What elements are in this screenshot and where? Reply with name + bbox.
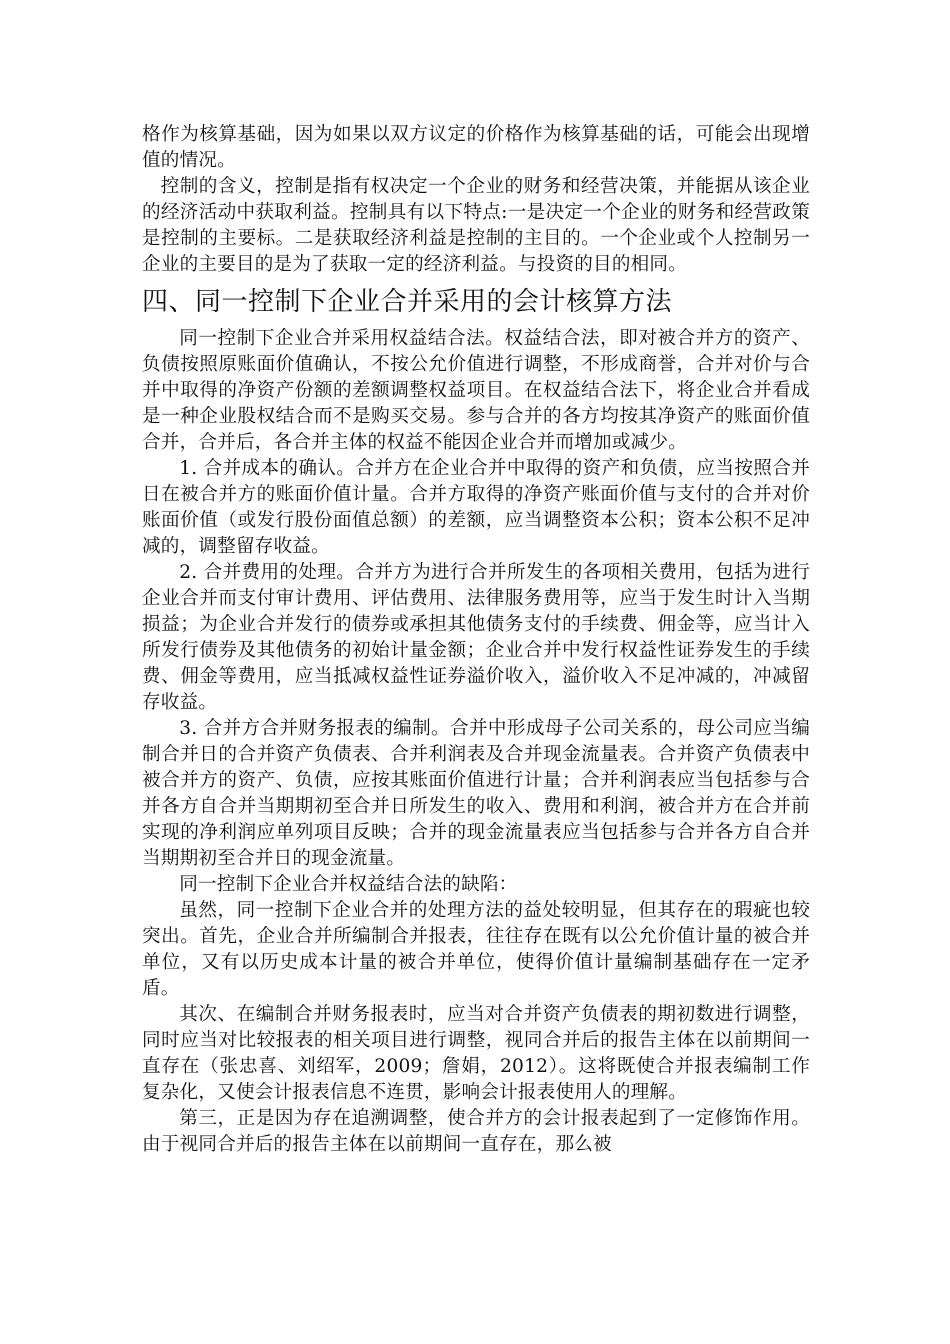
section-heading: 四、同一控制下企业合并采用的会计核算方法 bbox=[142, 287, 673, 317]
paragraph-defect-second: 其次、在编制合并财务报表时，应当对合并资产负债表的期初数进行调整，同时应当对比较报表的相关项目进行调整，视同合并后的报告主体在以前期间一直存在（张忠喜、刘绍军，2009；詹娟，2012）。这将既使合并报表编制工作复杂化，又使会计报表信息不连贯，影响会计报表使用人的理解。 bbox=[142, 1004, 810, 1103]
paragraph-defect-first: 虽然，同一控制下企业合并的处理方法的益处较明显，但其存在的瑕疵也较突出。首先，企业合并所编制合并报表，往往存在既有以公允价值计量的被合并单位，又有以历史成本计量的被合并单位，使得价值计量编制基础存在一定矛盾。 bbox=[142, 900, 810, 999]
paragraph-item-1: 1. 合并成本的确认。合并方在企业合并中取得的资产和负债，应当按照合并日在被合并方的账面价值计量。合并方取得的净资产账面价值与支付的合并对价账面价值（或发行股份面值总额）的差额，应当调整资本公积；资本公积不足冲减的，调整留存收益。 bbox=[142, 458, 810, 557]
paragraph-defects-title: 同一控制下企业合并权益结合法的缺陷： bbox=[179, 874, 518, 895]
paragraph-item-3: 3. 合并方合并财务报表的编制。合并中形成母子公司关系的，母公司应当编制合并日的合并资产负债表、合并利润表及合并现金流量表。合并资产负债表中被合并方的资产、负债，应按其账面价值进行计量；合并利润表应当包括参与合并各方自合并当期期初至合并日所发生的收入、费用和利润，被合并方在合并前实现的净利润应单列项目反映；合并的现金流量表应当包括参与合并各方自合并当期期初至合并日的现金流量。 bbox=[142, 718, 810, 869]
paragraph-continuation: 格作为核算基础，因为如果以双方议定的价格作为核算基础的话，可能会出现增值的情况。 bbox=[142, 124, 810, 171]
paragraph-control-definition: 控制的含义，控制是指有权决定一个企业的财务和经营决策，并能据从该企业的经济活动中获取利益。控制具有以下特点:一是决定一个企业的财务和经营政策是控制的主要标。二是获取经济利益是控制的主目的。一个企业或个人控制另一企业的主要目的是为了获取一定的经济利益。与投资的目的相同。 bbox=[142, 176, 810, 275]
paragraph-pooling-method: 同一控制下企业合并采用权益结合法。权益结合法，即对被合并方的资产、负债按照原账面价值确认，不按公允价值进行调整，不形成商誉，合并对价与合并中取得的净资产份额的差额调整权益项目。在权益结合法下，将企业合并看成是一种企业股权结合而不是购买交易。参与合并的各方均按其净资产的账面价值合并，合并后，各合并主体的权益不能因企业合并而增加或减少。 bbox=[142, 328, 810, 453]
document-page bbox=[142, 122, 810, 1158]
paragraph-item-2: 2. 合并费用的处理。合并方为进行合并所发生的各项相关费用，包括为进行企业合并而支付审计费用、评估费用、法律服务费用等，应当于发生时计入当期损益；为企业合并发行的债券或承担其他债务支付的手续费、佣金等，应当计入所发行债券及其他债务的初始计量金额；企业合并中发行权益性证券发生的手续费、佣金等费用，应当抵减权益性证券溢价收入，溢价收入不足冲减的，冲减留存收益。 bbox=[142, 562, 810, 713]
paragraph-defect-third: 第三，正是因为存在追溯调整，使合并方的会计报表起到了一定修饰作用。由于视同合并后的报告主体在以前期间一直存在，那么被 bbox=[142, 1108, 810, 1155]
